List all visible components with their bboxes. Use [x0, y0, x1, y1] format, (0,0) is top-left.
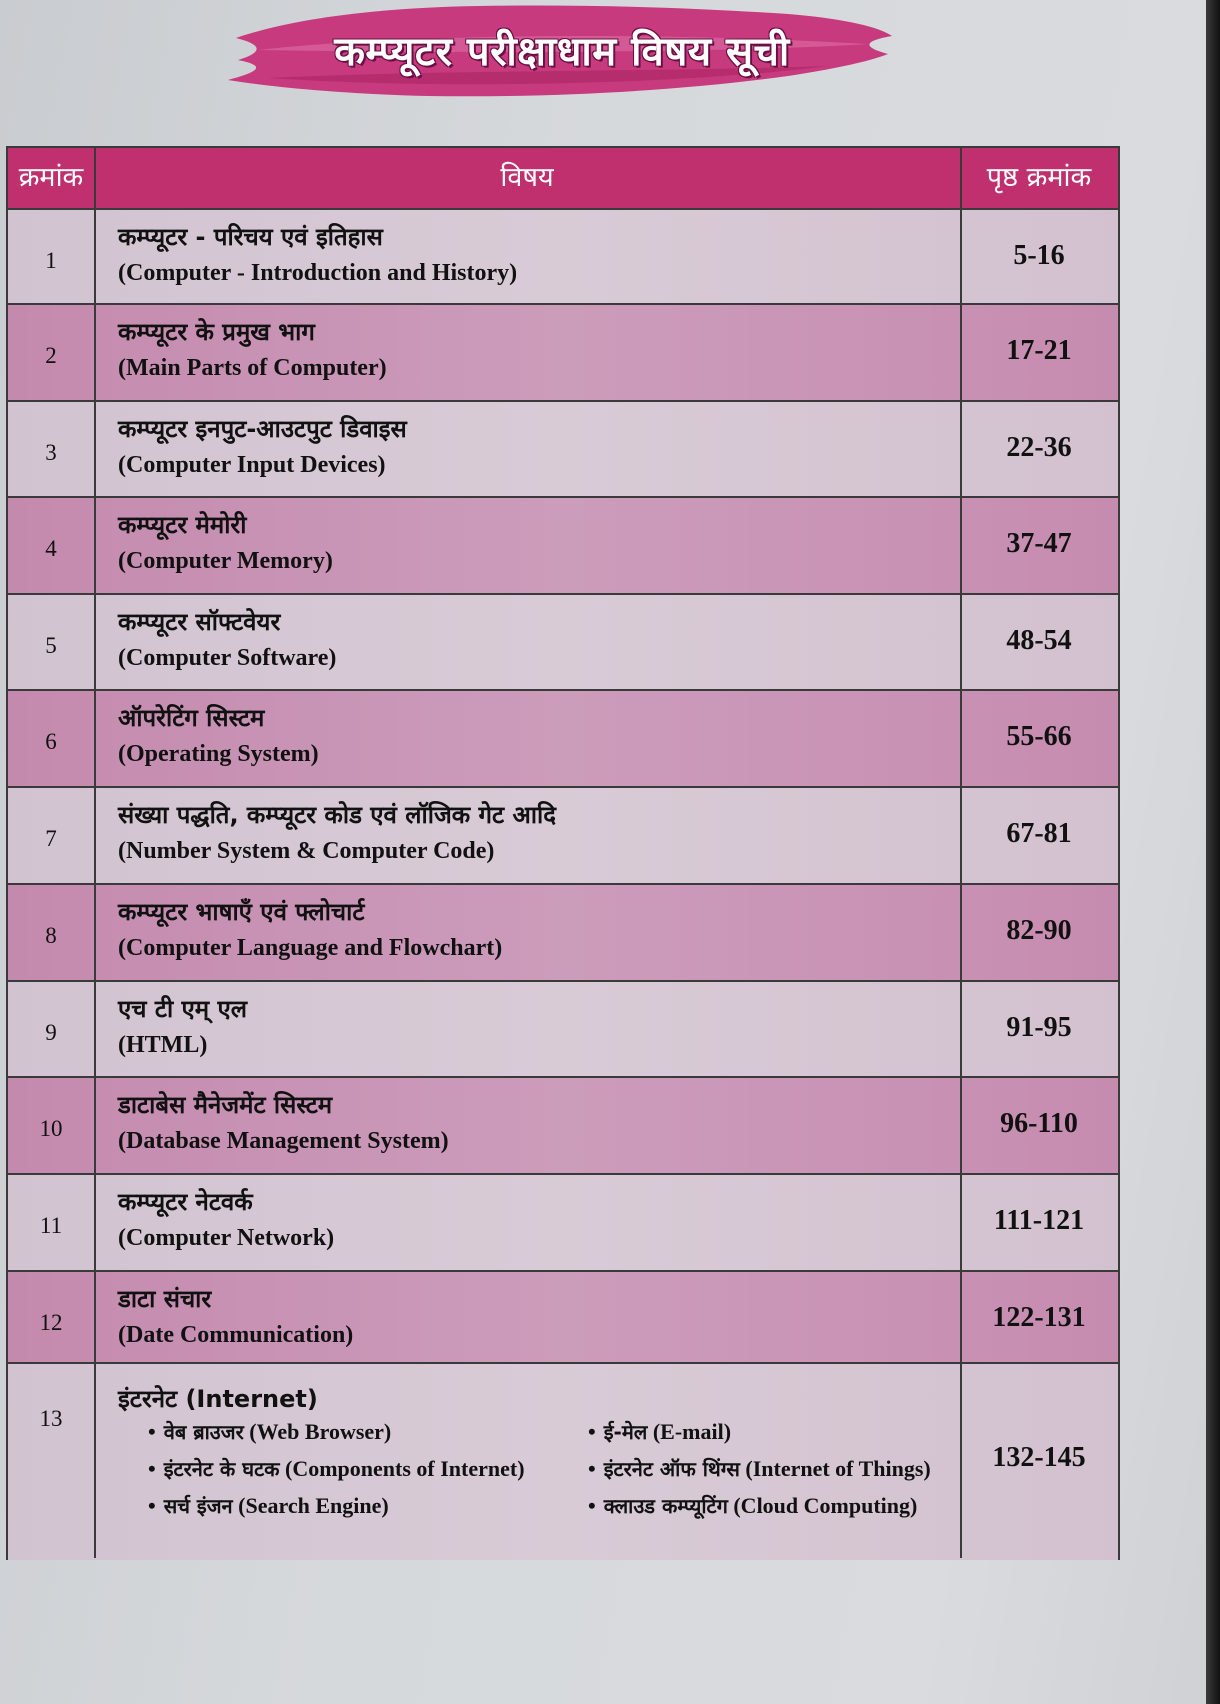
table-row: [8, 980, 1118, 1078]
row-title-english: (Operating System): [118, 741, 319, 767]
header-serial-no: क्रमांक: [18, 162, 84, 193]
table-row: [8, 208, 1118, 305]
row-number: 8: [45, 923, 57, 948]
row-number: 5: [45, 633, 57, 658]
table-header: [8, 148, 1118, 208]
row-pages: 132-145: [992, 1442, 1086, 1473]
column-divider: [94, 148, 96, 1558]
row-title-hindi: कम्प्यूटर सॉफ्टवेयर: [118, 608, 281, 636]
subtopic-item: • इंटरनेट के घटक (Components of Internet): [148, 1455, 525, 1482]
row-title-english: (Computer Memory): [118, 548, 333, 574]
row-title-english: (HTML): [118, 1032, 208, 1058]
table-row: [8, 786, 1118, 885]
row-pages: 96-110: [1000, 1108, 1078, 1139]
row-title-hindi: ऑपरेटिंग सिस्टम: [118, 704, 265, 732]
table-row: [8, 496, 1118, 595]
row-title-hindi: कम्प्यूटर भाषाएँ एवं फ्लोचार्ट: [118, 898, 365, 926]
row-number: 4: [45, 536, 57, 561]
row-title-english: (Computer Network): [118, 1225, 335, 1251]
row-number: 9: [45, 1020, 57, 1045]
row-title-english: (Computer Input Devices): [118, 452, 386, 478]
row-pages: 17-21: [1006, 335, 1072, 366]
row-pages: 91-95: [1006, 1012, 1072, 1043]
title-banner: [228, 0, 896, 104]
subtopic-item: • वेब ब्राउजर (Web Browser): [148, 1418, 391, 1445]
subtopic-item: • सर्च इंजन (Search Engine): [148, 1492, 389, 1519]
page-edge-shadow: [1206, 0, 1220, 1704]
row-pages: 82-90: [1006, 915, 1072, 946]
row-number: 6: [45, 729, 57, 754]
row-title-hindi: एच टी एम् एल: [118, 995, 248, 1023]
table-row: [8, 400, 1118, 498]
row-pages: 48-54: [1006, 625, 1072, 656]
table-row: [8, 1076, 1118, 1175]
header-page-no: पृष्ठ क्रमांक: [986, 162, 1092, 193]
row-pages: 22-36: [1006, 432, 1072, 463]
row-pages: 55-66: [1006, 721, 1072, 752]
row-number: 1: [45, 248, 57, 273]
row-number: 12: [39, 1310, 63, 1335]
row-title-hindi: कम्प्यूटर इनपुट-आउटपुट डिवाइस: [118, 415, 407, 443]
row-title-hindi: संख्या पद्धति, कम्प्यूटर कोड एवं लॉजिक गेट आदि: [118, 801, 556, 829]
table-row: [8, 1362, 1118, 1560]
row-title-english: (Date Communication): [118, 1322, 354, 1348]
row-title-hindi: कम्प्यूटर नेटवर्क: [118, 1188, 253, 1216]
row-title-hindi: कम्प्यूटर के प्रमुख भाग: [118, 318, 315, 346]
row-title-hindi: कम्प्यूटर - परिचय एवं इतिहास: [118, 223, 383, 251]
row-pages: 122-131: [992, 1302, 1086, 1333]
row-number: 13: [39, 1406, 63, 1431]
table-row: [8, 303, 1118, 402]
subtopic-item: • इंटरनेट ऑफ थिंग्स (Internet of Things): [588, 1455, 931, 1482]
row-pages: 111-121: [993, 1205, 1085, 1236]
row-number: 10: [39, 1116, 63, 1141]
row-number: 2: [45, 343, 57, 368]
table-row: [8, 593, 1118, 691]
row-title-english: (Computer Software): [118, 645, 337, 671]
row-title-hindi: इंटरनेट (Internet): [118, 1385, 318, 1413]
row-pages: 5-16: [1013, 240, 1065, 271]
contents-table: [6, 146, 1120, 1560]
row-title-hindi: डाटाबेस मैनेजमेंट सिस्टम: [118, 1091, 333, 1119]
row-title-english: (Computer - Introduction and History): [118, 260, 518, 286]
table-row: [8, 1270, 1118, 1364]
column-divider: [960, 148, 962, 1558]
table-row: [8, 689, 1118, 788]
row-title-hindi: कम्प्यूटर मेमोरी: [118, 511, 247, 539]
row-number: 3: [45, 440, 57, 465]
subtopic-item: • ई-मेल (E-mail): [588, 1418, 731, 1445]
row-title-english: (Computer Language and Flowchart): [118, 935, 503, 961]
row-pages: 37-47: [1006, 528, 1072, 559]
row-title-hindi: डाटा संचार: [118, 1285, 212, 1313]
subtopic-item: • क्लाउड कम्प्यूटिंग (Cloud Computing): [588, 1492, 917, 1519]
row-pages: 67-81: [1006, 818, 1072, 849]
table-row: [8, 1173, 1118, 1272]
table-row: [8, 883, 1118, 982]
row-title-english: (Number System & Computer Code): [118, 838, 495, 864]
row-title-english: (Main Parts of Computer): [118, 355, 387, 381]
page-title: कम्प्यूटर परीक्षाधाम विषय सूची: [334, 29, 790, 75]
header-subject: विषय: [500, 162, 554, 193]
row-number: 7: [45, 826, 57, 851]
row-title-english: (Database Management System): [118, 1128, 449, 1154]
row-number: 11: [39, 1213, 63, 1238]
